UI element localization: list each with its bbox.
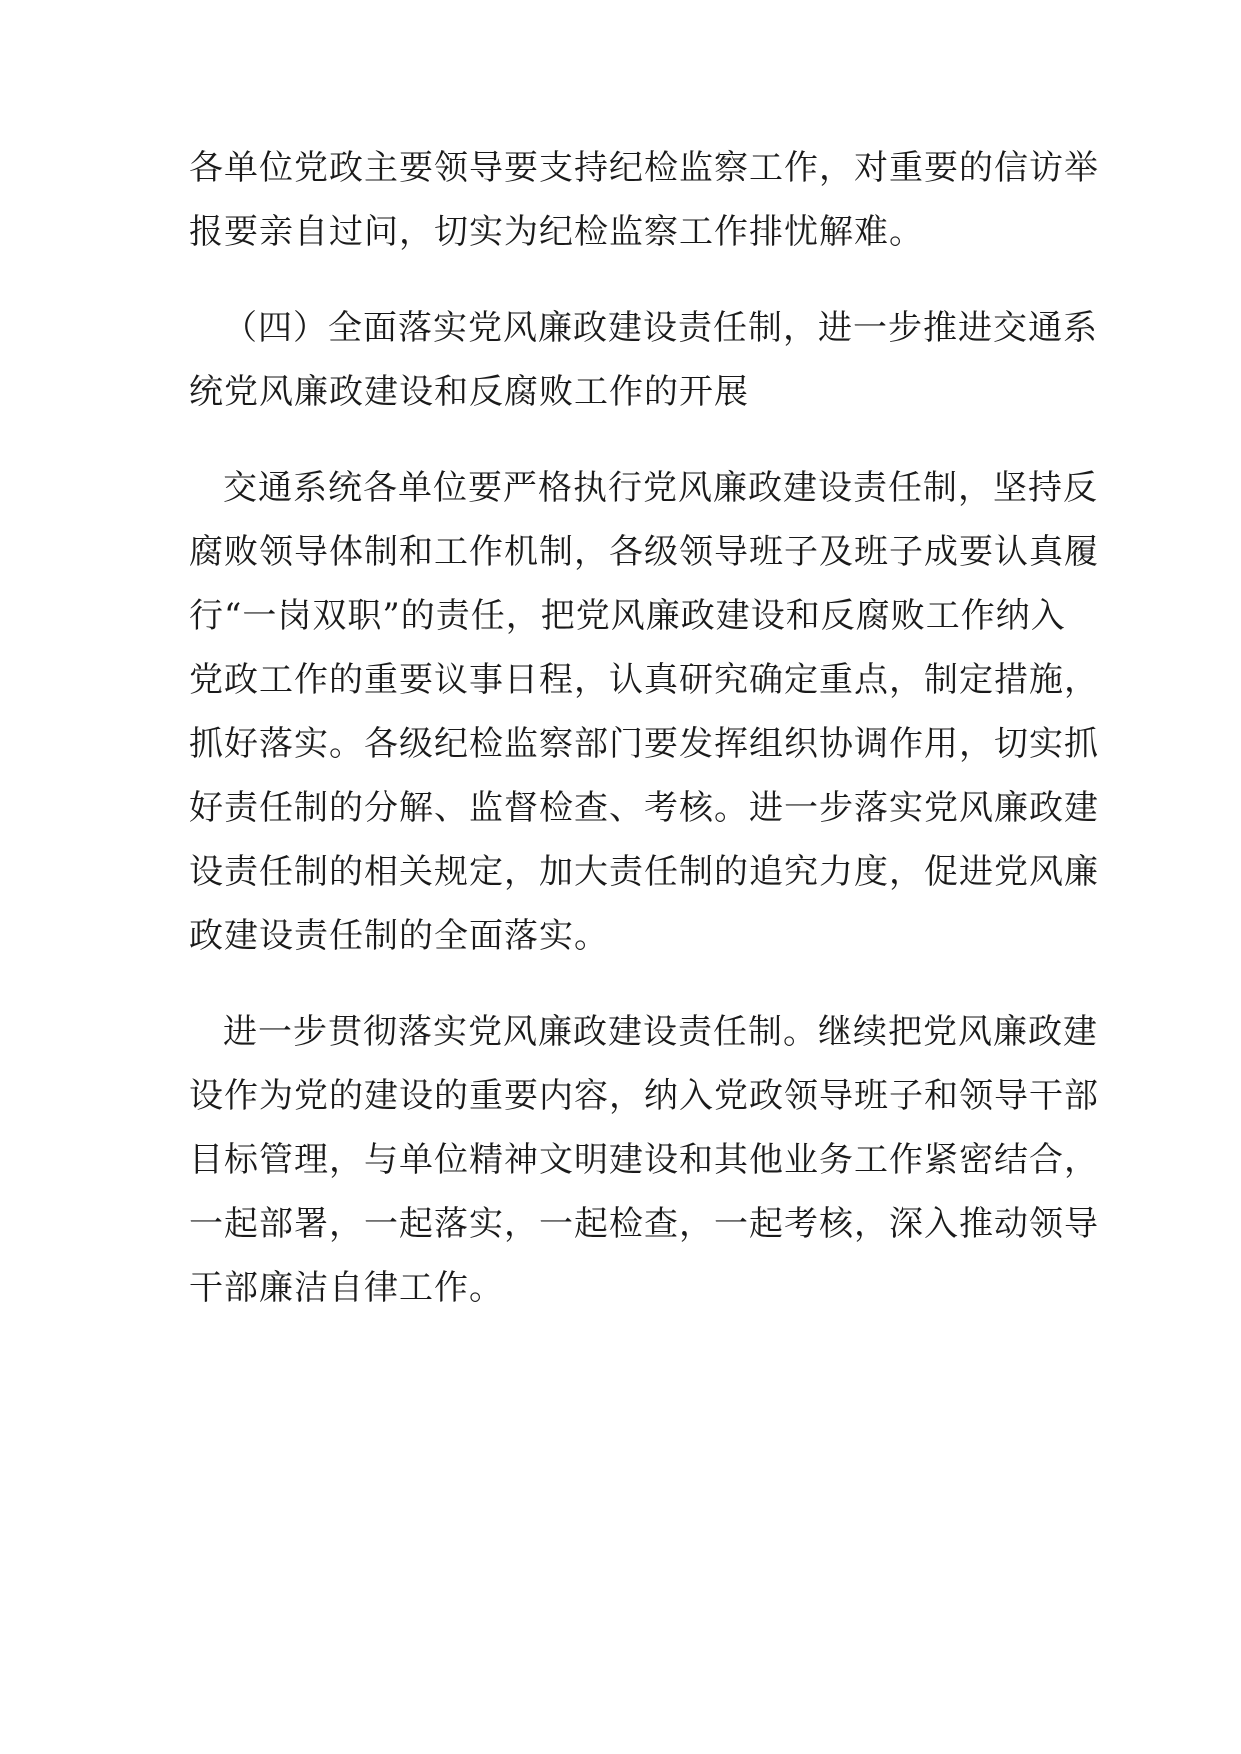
paragraph-line: （四）全面落实党风廉政建设责任制，进一步推进交通系 — [223, 308, 1098, 348]
paragraph-line: 腐败领导体制和工作机制，各级领导班子及班子成要认真履 — [189, 532, 1099, 572]
paragraph-line: 进一步贯彻落实党风廉政建设责任制。继续把党风廉政建 — [223, 1012, 1098, 1052]
paragraph-line: 行“一岗双职”的责任，把党风廉政建设和反腐败工作纳入 — [189, 596, 1066, 636]
paragraph-4 — [189, 1000, 1099, 1320]
paragraph-3 — [189, 456, 1099, 968]
section-heading — [189, 296, 1098, 424]
paragraph-1 — [189, 136, 1099, 264]
paragraph-line: 设作为党的建设的重要内容，纳入党政领导班子和领导干部 — [189, 1076, 1099, 1116]
paragraph-line: 目标管理，与单位精神文明建设和其他业务工作紧密结合， — [189, 1140, 1099, 1180]
paragraph-line: 好责任制的分解、监督检查、考核。进一步落实党风廉政建 — [189, 788, 1099, 828]
paragraph-line: 交通系统各单位要严格执行党风廉政建设责任制，坚持反 — [223, 468, 1098, 508]
paragraph-line: 统党风廉政建设和反腐败工作的开展 — [189, 372, 749, 412]
paragraph-line: 政建设责任制的全面落实。 — [189, 916, 609, 956]
paragraph-line: 党政工作的重要议事日程，认真研究确定重点，制定措施， — [189, 660, 1099, 700]
paragraph-line: 各单位党政主要领导要支持纪检监察工作，对重要的信访举 — [189, 148, 1099, 188]
paragraph-line: 抓好落实。各级纪检监察部门要发挥组织协调作用，切实抓 — [189, 724, 1099, 764]
paragraph-line: 一起部署，一起落实，一起检查，一起考核，深入推动领导 — [189, 1204, 1099, 1244]
paragraph-line: 设责任制的相关规定，加大责任制的追究力度，促进党风廉 — [189, 852, 1099, 892]
paragraph-line: 报要亲自过问，切实为纪检监察工作排忧解难。 — [189, 212, 924, 252]
paragraph-line: 干部廉洁自律工作。 — [189, 1268, 504, 1308]
